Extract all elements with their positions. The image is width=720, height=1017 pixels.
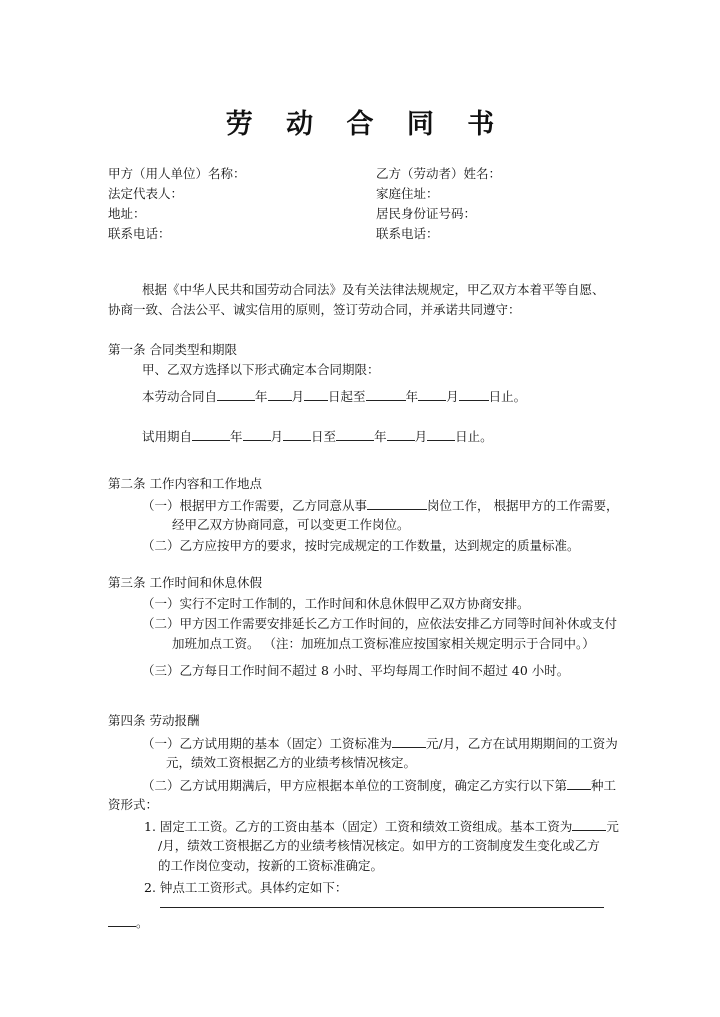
probation-end-day-blank[interactable] xyxy=(427,428,455,441)
page-title: 劳 动 合 同 书 xyxy=(225,109,507,140)
wage-option-1 xyxy=(144,818,619,835)
base-wage-blank[interactable] xyxy=(572,818,606,831)
article-4-item-1-cont: 元，绩效工资根据乙方的业绩考核情况核定。 xyxy=(166,755,417,770)
term-end-text: 日止。 xyxy=(488,389,527,404)
article-2-item-1 xyxy=(142,497,619,514)
term-end-year-blank[interactable] xyxy=(366,388,406,401)
probation-end-year-blank[interactable] xyxy=(336,428,374,441)
term-end-month-blank[interactable] xyxy=(418,388,446,401)
wage-option-2: 2. 钟点工工资形式。具体约定如下： xyxy=(144,880,348,895)
article-4-item-2-cont: 资形式： xyxy=(108,797,159,812)
article-4-item-1 xyxy=(142,735,618,752)
hourly-wage-terms-blank[interactable] xyxy=(108,914,136,927)
term-end-month-text: 月 xyxy=(446,389,459,404)
party-b-address-label: 家庭住址： xyxy=(376,186,439,201)
preamble-line-2: 协商一致、合法公平、诚实信用的原则，签订劳动合同，并承诺共同遵守： xyxy=(108,302,521,317)
term-start-month-blank[interactable] xyxy=(268,388,292,401)
article-3-item-1: （一）实行不定时工作制的，工作时间和休息休假甲乙双方协商安排。 xyxy=(142,596,530,611)
article-3-heading: 第三条 工作时间和休息休假 xyxy=(108,575,262,590)
party-b-phone-label: 联系电话： xyxy=(376,226,439,241)
term-month-text: 月 xyxy=(291,389,305,404)
article-3-item-2-cont: 加班加点工资。 （注：加班加点工资标准应按国家相关规定明示于合同中。） xyxy=(172,636,595,651)
party-b-name-label: 乙方（劳动者）姓名： xyxy=(376,166,502,181)
term-from-text: 本劳动合同自 xyxy=(142,389,218,404)
party-a-name-label: 甲方（用人单位）名称： xyxy=(108,166,246,181)
hourly-wage-terms-end xyxy=(108,914,149,931)
party-a-rep-label: 法定代表人： xyxy=(108,186,184,201)
probation-month-text: 月 xyxy=(270,429,284,444)
wage-option-1-cont-2: 的工作岗位变动，按新的工资标准确定。 xyxy=(158,858,384,873)
probation-end-text: 日止。 xyxy=(455,429,493,444)
contract-term-line xyxy=(142,388,526,405)
article-4-item-1-text-b: 元/月，乙方在试用期期间的工资为 xyxy=(426,736,618,751)
article-2-item-1-text-a: （一）根据甲方工作需要，乙方同意从事 xyxy=(142,498,368,513)
party-a-phone-label: 联系电话： xyxy=(108,226,171,241)
probation-year-text: 年 xyxy=(230,429,243,444)
wage-option-1-text-b: 元 xyxy=(606,819,619,834)
article-4-item-2-text-a: （二）乙方试用期满后，甲方应根据本单位的工资制度，确定乙方实行以下第 xyxy=(142,778,568,793)
article-4-heading: 第四条 劳动报酬 xyxy=(108,713,200,728)
article-1-intro: 甲、乙双方选择以下形式确定本合同期限： xyxy=(142,362,380,377)
probation-line xyxy=(142,428,493,445)
article-4-item-1-text-a: （一）乙方试用期的基本（固定）工资标准为 xyxy=(142,736,393,751)
article-3-item-3: （三）乙方每日工作时间不超过 8 小时、平均每周工作时间不超过 40 小时。 xyxy=(142,663,570,678)
probation-start-month-blank[interactable] xyxy=(243,428,271,441)
term-year-text: 年 xyxy=(255,389,268,404)
party-a-address-label: 地址： xyxy=(108,206,146,221)
end-period: 。 xyxy=(136,915,149,930)
article-4-item-2-text-b: 种工 xyxy=(591,778,617,793)
term-end-day-blank[interactable] xyxy=(459,388,489,401)
probation-wage-blank[interactable] xyxy=(392,735,426,748)
hourly-wage-terms-line[interactable] xyxy=(160,907,604,908)
term-start-day-blank[interactable] xyxy=(304,388,328,401)
job-position-blank[interactable] xyxy=(367,497,427,510)
probation-end-month-blank[interactable] xyxy=(387,428,415,441)
probation-from-text: 试用期自 xyxy=(142,429,193,444)
article-3-item-2: （二）甲方因工作需要安排延长乙方工作时间的，应依法安排乙方同等时间补休或支付 xyxy=(142,616,618,631)
article-1-heading: 第一条 合同类型和期限 xyxy=(108,342,237,357)
article-2-heading: 第二条 工作内容和工作地点 xyxy=(108,476,262,491)
probation-start-year-blank[interactable] xyxy=(192,428,230,441)
probation-to-text: 日至 xyxy=(311,429,337,444)
article-4-item-2 xyxy=(142,777,616,794)
party-b-id-label: 居民身份证号码： xyxy=(376,206,477,221)
wage-option-1-cont-1: /月，绩效工资根据乙方的业绩考核情况核定。如甲方的工资制度发生变化或乙方 xyxy=(158,838,600,853)
article-2-item-1-cont: 经甲乙双方协商同意，可以变更工作岗位。 xyxy=(172,517,410,532)
probation-end-month-text: 月 xyxy=(414,429,428,444)
preamble-line-1: 根据《中华人民共和国劳动合同法》及有关法律法规规定，甲乙双方本着平等自愿、 xyxy=(142,282,605,297)
article-2-item-2: （二）乙方应按甲方的要求，按时完成规定的工作数量，达到规定的质量标准。 xyxy=(142,538,580,553)
term-end-year-text: 年 xyxy=(405,389,419,404)
term-to-text: 日起至 xyxy=(328,389,366,404)
probation-start-day-blank[interactable] xyxy=(283,428,311,441)
article-2-item-1-text-b: 岗位工作， 根据甲方的工作需要， xyxy=(427,498,619,513)
wage-option-1-text-a: 1. 固定工工资。乙方的工资由基本（固定）工资和绩效工资组成。基本工资为 xyxy=(144,819,573,834)
term-start-year-blank[interactable] xyxy=(217,388,255,401)
wage-form-blank[interactable] xyxy=(567,777,591,790)
probation-end-year-text: 年 xyxy=(374,429,387,444)
